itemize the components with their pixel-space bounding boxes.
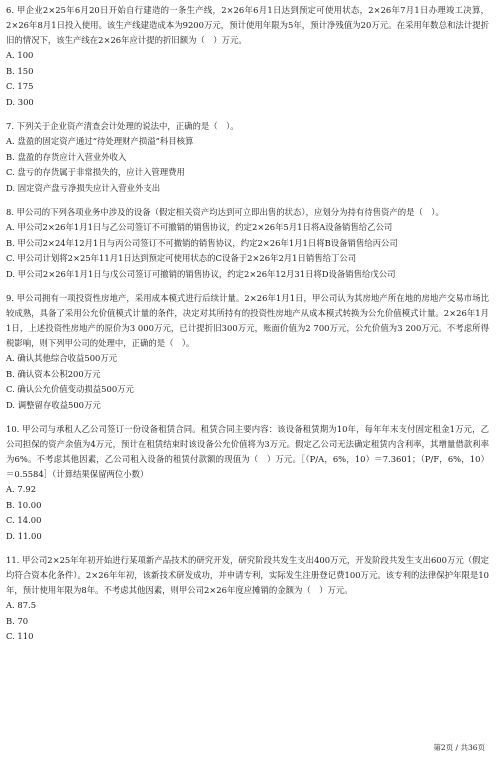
option-c: C. 确认公允价值变动损益500万元 — [6, 384, 134, 394]
option-c: C. 175 — [6, 81, 34, 91]
option-a: A. 确认其他综合收益500万元 — [6, 353, 118, 363]
option-d: D. 调整留存收益500万元 — [6, 399, 101, 410]
question-stem: 10. 甲公司与承租人乙公司签订一份设备租赁合同。租赁合同主要内容：该设备租赁期为10年，每年年末支付固定租金1万元，乙公司担保的资产余值为4万元，预计在租赁结束时该设备公允价值将为3万元。假定乙公司无法确定租赁内含利率，其增量借款利率为6%。不考虑其他因素，乙公司租入设备的租赁付款额的现值为（ ）万元。［（P/A，6%，10）＝7.3601；（P/F，6%，10）＝0.5584］（计算结果保留两位小数） — [6, 424, 489, 479]
option-d: D. 甲公司2×26年1月1日与戊公司签订可撤销的销售协议，约定2×26年12月31日将D设备销售给戊公司 — [6, 268, 396, 279]
option-b: B. 70 — [6, 615, 29, 626]
question-spacer — [6, 544, 489, 553]
option-a: A. 7.92 — [6, 484, 37, 494]
option-c: C. 盘亏的存货属于非常损失的，应计入管理费用 — [6, 167, 185, 177]
option-a: A. 盘盈的固定资产通过“待处理财产损溢”科目核算 — [6, 136, 194, 146]
question-stem: 6. 甲企业2×25年6月20日开始自行建造的一条生产线，2×26年6月1日达到预定可使用状态，2×26年7月1日办理竣工决算，2×26年8月1日投入使用。该生产线建造成本为9200万元，预计使用年限为5年，预计净残值为20万元。在采用年数总和法计提折旧的情况下，该生产线在2×26年应计提的折旧额为（ ）万元。 — [6, 5, 489, 45]
option-d: D. 11.00 — [6, 530, 42, 541]
option-b: B. 10.00 — [6, 499, 42, 510]
question-7 — [6, 119, 489, 196]
option-b: B. 150 — [6, 65, 34, 76]
option-b: B. 盘盈的存货应计入营业外收入 — [6, 151, 127, 162]
option-list — [6, 598, 489, 645]
question-spacer — [6, 110, 489, 119]
option-d: D. 300 — [6, 96, 34, 107]
question-stem: 11. 甲公司2×25年年初开始进行某项新产品技术的研究开发，研究阶段共发生支出400万元，开发阶段共发生支出600万元（假定均符合资本化条件）。2×26年年初，该新技术研发成功，并申请专利，实际发生注册登记费100万元。该专利的法律保护年限是10年，预计使用年限为8年。不考虑其他因素，则甲公司2×26年度应摊销的金额为（ ）万元。 — [6, 555, 489, 595]
question-11 — [6, 553, 489, 645]
question-spacer — [6, 413, 489, 422]
option-list — [6, 482, 489, 544]
question-10 — [6, 422, 489, 544]
option-c: C. 110 — [6, 631, 34, 641]
question-8 — [6, 205, 489, 282]
option-list — [6, 134, 489, 196]
question-stem: 9. 甲公司拥有一项投资性房地产，采用成本模式进行后续计量。2×26年1月1日，甲公司认为其房地产所在地的房地产交易市场比较成熟，具备了采用公允价值模式计量的条件，决定对其所持有的投资性房地产从成本模式转换为公允价值模式计量。2×26年1月1日，上述投资性房地产的原价为3 000万元，已计提折旧300万元，账面价值为2 700万元，公允价值为3 200万元。不考虑所得税影响，则下列甲公司的处理中，正确的是（ ）。 — [6, 293, 489, 348]
page-indicator: 第2页 / 共36页 — [433, 743, 485, 752]
option-c: C. 14.00 — [6, 515, 42, 525]
question-stem: 8. 甲公司的下列各项业务中涉及的设备（假定相关资产均达到可立即出售的状态），应划分为持有待售资产的是（ ）。 — [6, 207, 444, 217]
option-list — [6, 351, 489, 413]
option-b: B. 甲公司2×24年12月1日与丙公司签订不可撤销的销售协议，约定2×26年1月1日将B设备销售给丙公司 — [6, 237, 398, 248]
option-list — [6, 220, 489, 282]
option-c: C. 甲公司计划将2×25年11月1日达到预定可使用状态的C设备于2×26年2月1日销售给丁公司 — [6, 253, 357, 263]
question-9 — [6, 291, 489, 413]
option-a: A. 87.5 — [6, 600, 37, 610]
option-a: A. 100 — [6, 50, 34, 60]
option-a: A. 甲公司2×26年1月1日与乙公司签订不可撤销的销售协议，约定2×26年5月1日将A设备销售给乙公司 — [6, 222, 393, 232]
question-spacer — [6, 282, 489, 291]
question-stem: 7. 下列关于企业资产清查会计处理的说法中，正确的是（ ）。 — [6, 121, 239, 131]
question-spacer — [6, 196, 489, 205]
option-list — [6, 48, 489, 110]
option-d: D. 固定资产盘亏净损失应计入营业外支出 — [6, 182, 161, 193]
option-b: B. 确认资本公积200万元 — [6, 368, 101, 379]
question-6 — [6, 3, 489, 110]
